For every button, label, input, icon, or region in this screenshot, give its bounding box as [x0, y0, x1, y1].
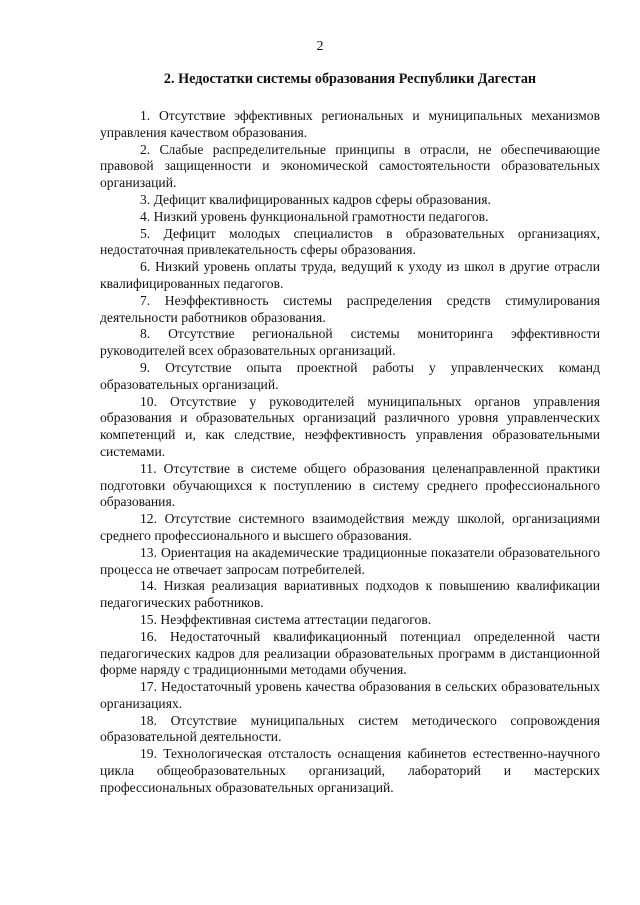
- list-item: 18. Отсутствие муниципальных систем методического сопровождения образовательной деятельности.: [100, 712, 600, 745]
- list-item: 7. Неэффективность системы распределения средств стимулирования деятельности работников образования.: [100, 292, 600, 325]
- list-item: 19. Технологическая отсталость оснащения кабинетов естественно-научного цикла общеобразовательных организаций, лабораторий и мастерских профессиональных образовательных организаций.: [100, 746, 600, 795]
- list-item: 12. Отсутствие системного взаимодействия между школой, организациями среднего профессионального и высшего образования.: [100, 511, 600, 543]
- list-item: 2. Слабые распределительные принципы в отрасли, не обеспечивающие правовой защищенности и экономической самостоятельности образовательных организаций.: [100, 141, 600, 191]
- list-item: 11. Отсутствие в системе общего образования целенаправленной практики подготовки обучающихся к поступлению в систему среднего профессионального образования.: [100, 460, 600, 510]
- list-item: 1. Отсутствие эффективных региональных и муниципальных механизмов управления качеством образования.: [100, 108, 600, 140]
- list-item: 8. Отсутствие региональной системы мониторинга эффективности руководителей всех образовательных организаций.: [100, 326, 600, 359]
- list-item: 14. Низкая реализация вариативных подходов к повышению квалификации педагогических работников.: [100, 578, 600, 611]
- list-item: 16. Недостаточный квалификационный потенциал определенной части педагогических кадров для реализации образовательных программ в дистанционной форме наряду с традиционными методами обучения.: [100, 628, 600, 678]
- list-item: 5. Дефицит молодых специалистов в образовательных организациях, недостаточная привлекательность сферы образования.: [100, 225, 600, 258]
- list-item: 4. Низкий уровень функциональной грамотности педагогов.: [140, 208, 489, 224]
- list-item: 17. Недостаточный уровень качества образования в сельских образовательных организациях.: [100, 679, 600, 711]
- list-item: 10. Отсутствие у руководителей муниципальных органов управления образования и образовательных организаций различного уровня управленческих компетенций и, как следствие, неэффективность управления образовательными системами.: [100, 393, 600, 459]
- list-item: 9. Отсутствие опыта проектной работы у управленческих команд образовательных организаций.: [100, 359, 600, 392]
- list-item: 15. Неэффективная система аттестации педагогов.: [140, 611, 432, 627]
- list-item: 3. Дефицит квалифицированных кадров сферы образования.: [140, 191, 491, 207]
- page-number: 2: [316, 39, 324, 54]
- list-item: 13. Ориентация на академические традиционные показатели образовательного процесса не отвечает запросам потребителей.: [100, 544, 600, 577]
- section-heading: 2. Недостатки системы образования Республики Дагестан: [163, 71, 537, 87]
- deficiency-list: [100, 108, 600, 797]
- list-item: 6. Низкий уровень оплаты труда, ведущий к уходу из школ в другие отрасли квалифицированных педагогов.: [100, 259, 600, 291]
